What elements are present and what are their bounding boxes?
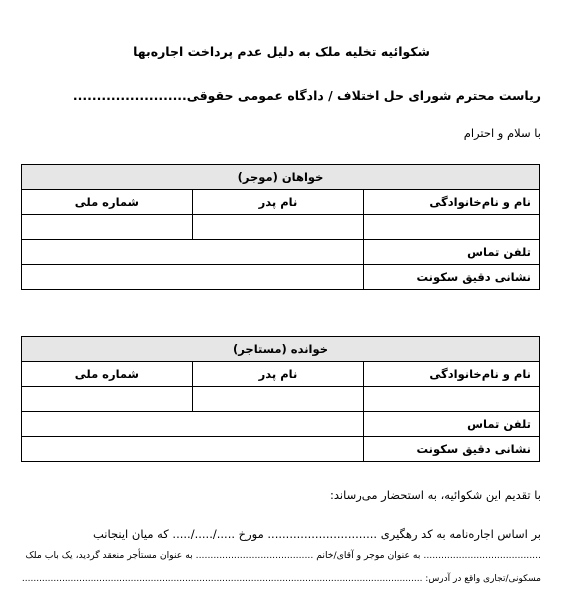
- defendant-name-field[interactable]: [364, 387, 540, 412]
- plaintiff-col-name: نام و نام‌خانوادگی: [364, 190, 540, 215]
- plaintiff-phone-field[interactable]: [22, 240, 364, 265]
- defendant-table: [21, 336, 540, 462]
- defendant-col-national-id: شماره ملی: [22, 362, 193, 387]
- plaintiff-header: خواهان (موجر): [22, 165, 540, 190]
- defendant-phone-label: تلفن تماس: [364, 412, 540, 437]
- defendant-header: خوانده (مستاجر): [22, 337, 540, 362]
- addressee-line: ریاست محترم شورای حل اختلاف / دادگاه عمومی حقوقی........................: [72, 88, 541, 103]
- plaintiff-table: [21, 164, 540, 290]
- defendant-national-id-field[interactable]: [22, 387, 193, 412]
- complaint-intro: با تقدیم این شکوائیه، به استحضار می‌رساند:: [329, 488, 541, 502]
- defendant-col-father: نام پدر: [192, 362, 364, 387]
- defendant-phone-field[interactable]: [22, 412, 364, 437]
- plaintiff-name-field[interactable]: [364, 215, 540, 240]
- plaintiff-col-father: نام پدر: [192, 190, 364, 215]
- plaintiff-address-label: نشانی دقیق سکونت: [364, 265, 540, 290]
- complaint-line-1: بر اساس اجاره‌نامه به کد رهگیری .............................. مورخ ...../...../..... که میان اینجانب: [92, 527, 541, 541]
- plaintiff-phone-label: تلفن تماس: [364, 240, 540, 265]
- complaint-line-2: ........................................ به عنوان موجر و آقای/خانم ........................................ به عنوان مستأجر منعقد گردید، یک باب ملک: [25, 550, 541, 561]
- defendant-col-name: نام و نام‌خانوادگی: [364, 362, 540, 387]
- greeting: با سلام و احترام: [463, 126, 541, 140]
- document-title: شکوائیه تخلیه ملک به دلیل عدم پرداخت اجاره‌بها: [133, 44, 430, 59]
- defendant-father-field[interactable]: [192, 387, 364, 412]
- complaint-line-3: مسکونی/تجاری واقع در آدرس: ............................................................................................................................................: [21, 574, 541, 584]
- plaintiff-address-field[interactable]: [22, 265, 364, 290]
- plaintiff-national-id-field[interactable]: [22, 215, 193, 240]
- defendant-address-field[interactable]: [22, 437, 364, 462]
- plaintiff-father-field[interactable]: [192, 215, 364, 240]
- defendant-address-label: نشانی دقیق سکونت: [364, 437, 540, 462]
- plaintiff-col-national-id: شماره ملی: [22, 190, 193, 215]
